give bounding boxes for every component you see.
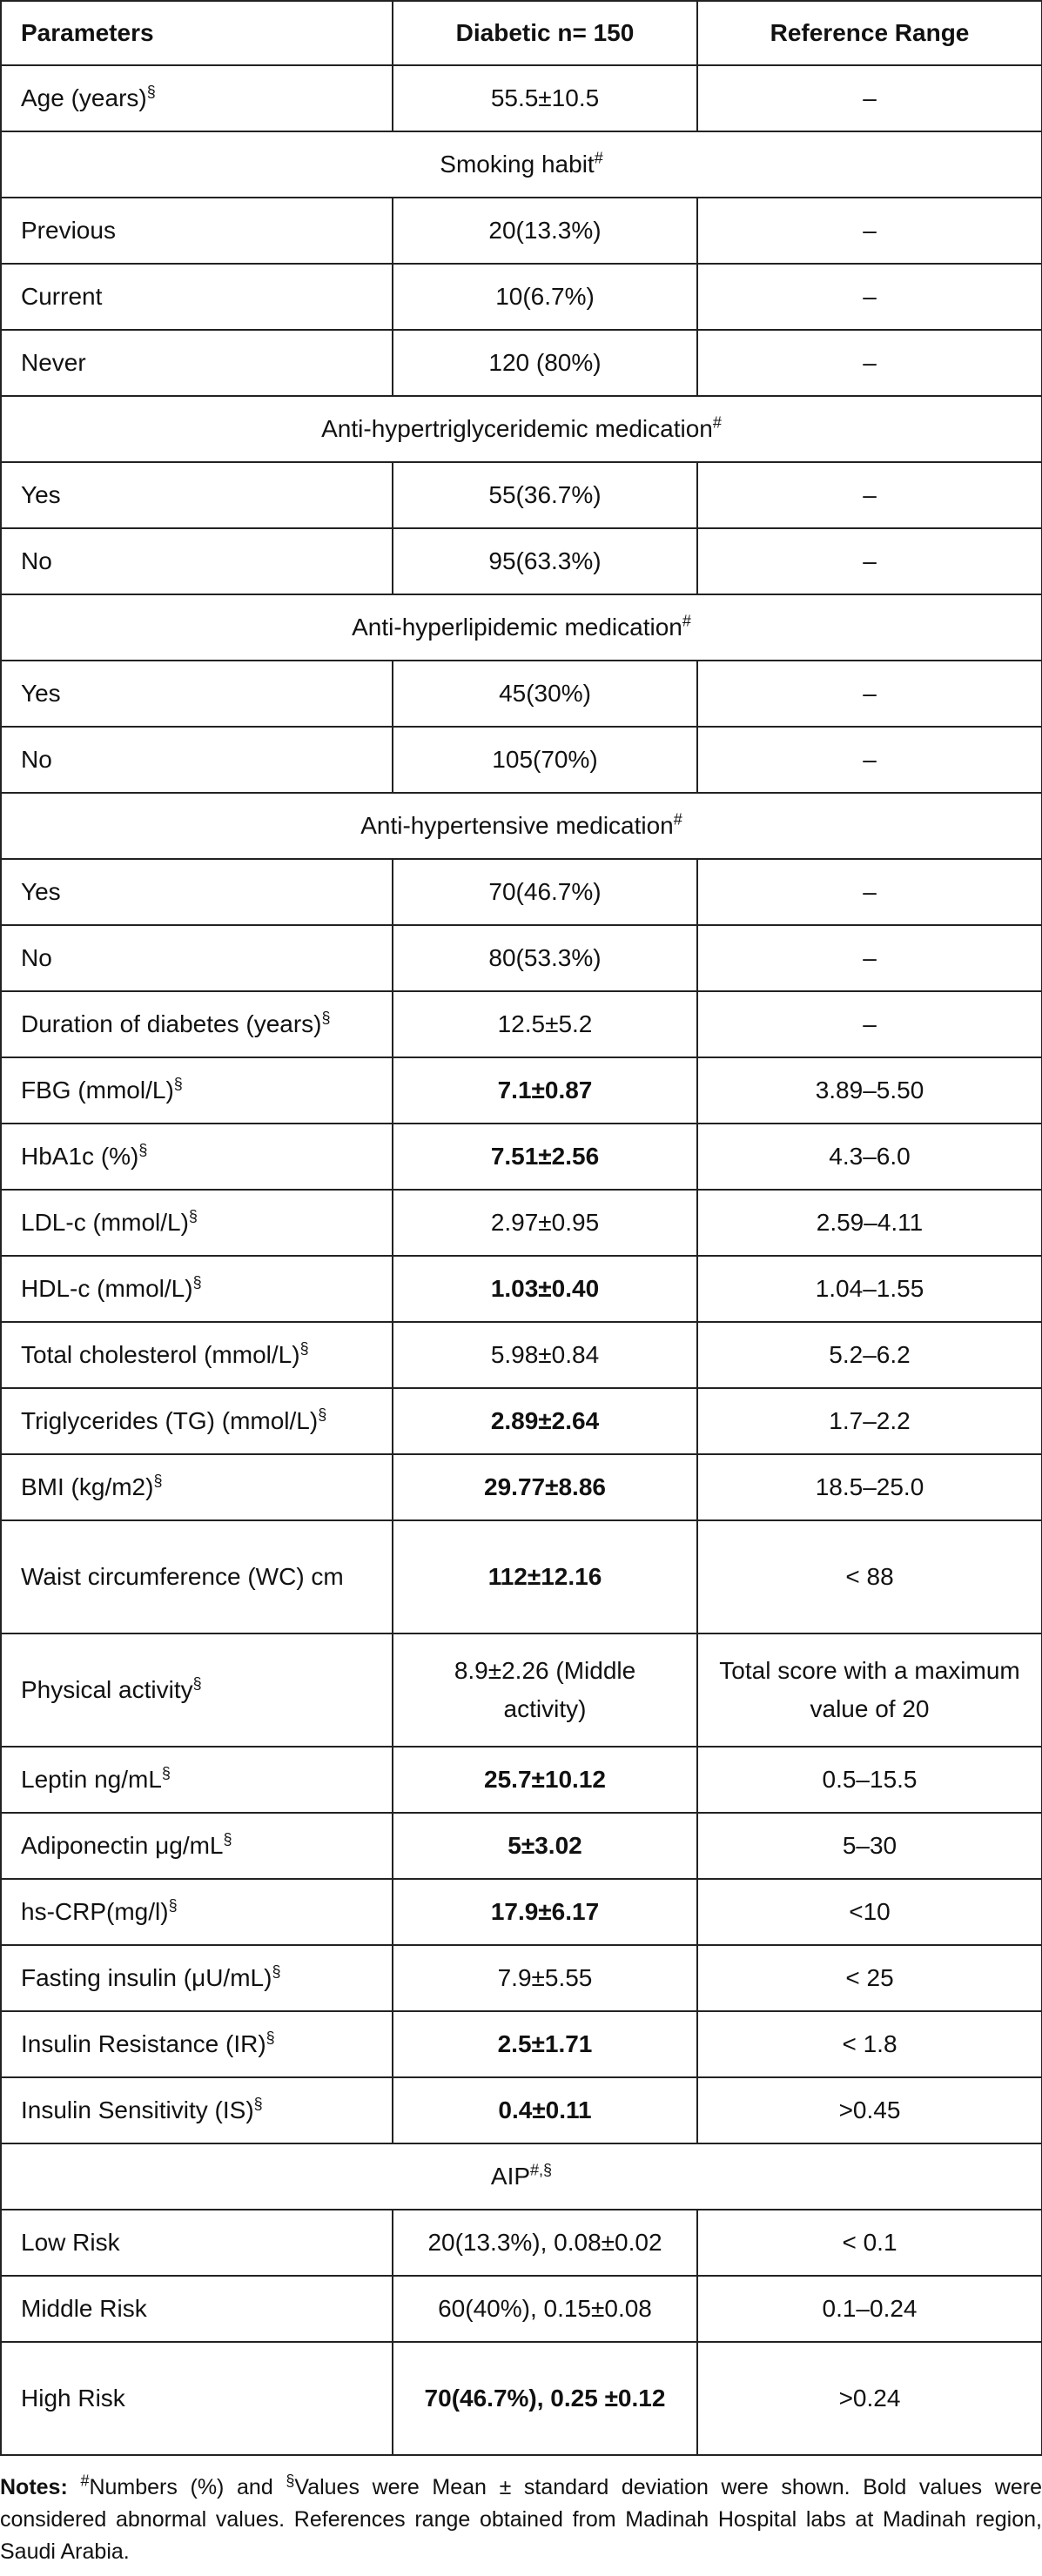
table-notes: Notes: #Numbers (%) and §Values were Mean ± standard deviation were shown. Bold values were considered abnormal values. References range obtained from Madinah Hospital labs at Madinah region, Saudi Arabia. [0, 2472, 1042, 2564]
reference-range-cell: < 25 [697, 1945, 1042, 2011]
table-row [1, 264, 1042, 330]
table-body [1, 65, 1042, 2455]
parameter-name: No [21, 547, 52, 574]
diabetic-value-cell: 120 (80%) [393, 330, 697, 396]
parameter-name: Age (years) [21, 84, 147, 111]
notes-sup-section: § [286, 2472, 295, 2490]
parameter-cell [1, 859, 393, 925]
parameter-cell [1, 1945, 393, 2011]
parameter-name: Insulin Sensitivity (IS) [21, 2096, 254, 2123]
reference-range-cell: – [697, 727, 1042, 793]
diabetic-value-cell: 7.1±0.87 [393, 1057, 697, 1124]
table-row [1, 1945, 1042, 2011]
reference-range-cell: >0.45 [697, 2077, 1042, 2143]
table-row [1, 1520, 1042, 1633]
parameter-name: Triglycerides (TG) (mmol/L) [21, 1407, 319, 1434]
parameter-cell [1, 2011, 393, 2077]
parameter-name: Never [21, 349, 86, 376]
parameter-cell [1, 991, 393, 1057]
reference-range-cell: 1.04–1.55 [697, 1256, 1042, 1322]
table-row [1, 1388, 1042, 1454]
diabetic-value-cell: 5.98±0.84 [393, 1322, 697, 1388]
parameter-footnote-mark: § [318, 1405, 327, 1424]
reference-range-cell: – [697, 198, 1042, 264]
table-row [1, 925, 1042, 991]
reference-range-cell: Total score with a maximum value of 20 [697, 1633, 1042, 1747]
section-label [1, 396, 1042, 462]
section-row [1, 2143, 1042, 2210]
table-row [1, 1454, 1042, 1520]
notes-part2: Values were Mean ± standard deviation were shown. Bold values were considered abnormal values. References range obtained from Madinah Hospital labs at Madinah region, Saudi Arabia. [0, 2475, 1042, 2564]
reference-range-cell: 3.89–5.50 [697, 1057, 1042, 1124]
section-label [1, 131, 1042, 198]
diabetic-value-cell: 55.5±10.5 [393, 65, 697, 131]
parameter-cell [1, 925, 393, 991]
parameter-cell [1, 1879, 393, 1945]
reference-range-cell: – [697, 65, 1042, 131]
diabetic-value-cell: 8.9±2.26 (Middle activity) [393, 1633, 697, 1747]
diabetic-value-cell: 0.4±0.11 [393, 2077, 697, 2143]
parameter-footnote-mark: § [138, 1141, 148, 1159]
parameter-footnote-mark: § [168, 1896, 178, 1915]
parameter-name: High Risk [21, 2385, 125, 2412]
header-diabetic: Diabetic n= 150 [393, 1, 697, 65]
diabetic-value-cell: 10(6.7%) [393, 264, 697, 330]
reference-range-cell: – [697, 859, 1042, 925]
section-footnote-mark: #,§ [530, 2161, 553, 2179]
parameter-cell [1, 462, 393, 528]
table-row [1, 2011, 1042, 2077]
parameter-name: FBG (mmol/L) [21, 1077, 174, 1104]
table-row [1, 1256, 1042, 1322]
table-row [1, 2077, 1042, 2143]
parameter-cell [1, 1633, 393, 1747]
parameter-name: Duration of diabetes (years) [21, 1010, 322, 1037]
parameter-cell [1, 1190, 393, 1256]
parameter-cell [1, 1747, 393, 1813]
parameter-footnote-mark: § [299, 1339, 309, 1358]
diabetic-value-cell: 112±12.16 [393, 1520, 697, 1633]
diabetic-value-cell: 2.97±0.95 [393, 1190, 697, 1256]
table-header-row [1, 1, 1042, 65]
parameter-name: Yes [21, 878, 61, 905]
parameter-cell [1, 2342, 393, 2455]
parameter-cell [1, 1124, 393, 1190]
parameter-name: HDL-c (mmol/L) [21, 1275, 193, 1302]
section-text: Smoking habit [440, 151, 595, 178]
table-row [1, 1322, 1042, 1388]
parameter-footnote-mark: § [223, 1830, 232, 1848]
diabetic-value-cell: 1.03±0.40 [393, 1256, 697, 1322]
parameter-footnote-mark: § [153, 1472, 163, 1490]
section-footnote-mark: # [673, 810, 682, 828]
parameter-name: Previous [21, 217, 116, 244]
section-row [1, 793, 1042, 859]
section-label [1, 793, 1042, 859]
diabetic-value-cell: 95(63.3%) [393, 528, 697, 594]
table-row [1, 859, 1042, 925]
table-row [1, 2276, 1042, 2342]
parameter-footnote-mark: § [192, 1674, 202, 1693]
section-footnote-mark: # [712, 413, 722, 432]
parameter-name: Yes [21, 481, 61, 508]
reference-range-cell: <10 [697, 1879, 1042, 1945]
diabetic-value-cell: 70(46.7%) [393, 859, 697, 925]
parameter-cell [1, 1256, 393, 1322]
diabetic-value-cell: 60(40%), 0.15±0.08 [393, 2276, 697, 2342]
reference-range-cell: 2.59–4.11 [697, 1190, 1042, 1256]
parameter-cell [1, 2276, 393, 2342]
parameter-cell [1, 661, 393, 727]
section-footnote-mark: # [594, 149, 603, 167]
diabetic-value-cell: 7.51±2.56 [393, 1124, 697, 1190]
parameter-cell [1, 2077, 393, 2143]
diabetic-value-cell: 17.9±6.17 [393, 1879, 697, 1945]
diabetic-value-cell: 55(36.7%) [393, 462, 697, 528]
table-row [1, 1190, 1042, 1256]
parameter-cell [1, 198, 393, 264]
parameter-footnote-mark: § [188, 1207, 198, 1225]
reference-range-cell: – [697, 925, 1042, 991]
table-row [1, 198, 1042, 264]
reference-range-cell: – [697, 330, 1042, 396]
parameter-cell [1, 2210, 393, 2276]
parameter-footnote-mark: § [321, 1009, 331, 1027]
diabetic-value-cell: 12.5±5.2 [393, 991, 697, 1057]
table-row [1, 65, 1042, 131]
table-row [1, 1747, 1042, 1813]
table-row [1, 1124, 1042, 1190]
section-row [1, 131, 1042, 198]
diabetic-value-cell: 70(46.7%), 0.25 ±0.12 [393, 2342, 697, 2455]
parameter-footnote-mark: § [192, 1273, 202, 1291]
reference-range-cell: – [697, 991, 1042, 1057]
diabetic-value-cell: 2.5±1.71 [393, 2011, 697, 2077]
parameter-name: HbA1c (%) [21, 1143, 139, 1170]
diabetic-value-cell: 20(13.3%) [393, 198, 697, 264]
diabetic-value-cell: 2.89±2.64 [393, 1388, 697, 1454]
parameter-cell [1, 1322, 393, 1388]
table-row [1, 1879, 1042, 1945]
reference-range-cell: 1.7–2.2 [697, 1388, 1042, 1454]
parameter-cell [1, 1813, 393, 1879]
parameter-footnote-mark: § [272, 1962, 281, 1981]
notes-sup-hash: # [80, 2472, 90, 2490]
diabetic-value-cell: 29.77±8.86 [393, 1454, 697, 1520]
section-text: AIP [490, 2163, 531, 2190]
section-row [1, 594, 1042, 661]
diabetic-value-cell: 5±3.02 [393, 1813, 697, 1879]
parameter-name: Physical activity [21, 1676, 193, 1703]
reference-range-cell: 4.3–6.0 [697, 1124, 1042, 1190]
table-row [1, 2210, 1042, 2276]
reference-range-cell: 18.5–25.0 [697, 1454, 1042, 1520]
parameter-footnote-mark: § [161, 1764, 171, 1782]
parameter-name: Adiponectin μg/mL [21, 1832, 224, 1859]
parameter-name: Insulin Resistance (IR) [21, 2030, 266, 2057]
section-row [1, 396, 1042, 462]
table-row [1, 991, 1042, 1057]
diabetic-value-cell: 80(53.3%) [393, 925, 697, 991]
header-reference-range: Reference Range [697, 1, 1042, 65]
notes-part1: Numbers (%) and [89, 2475, 286, 2499]
table-row [1, 1813, 1042, 1879]
section-label [1, 2143, 1042, 2210]
parameter-name: Middle Risk [21, 2295, 147, 2322]
reference-range-cell: 0.1–0.24 [697, 2276, 1042, 2342]
reference-range-cell: 5–30 [697, 1813, 1042, 1879]
parameter-cell [1, 1520, 393, 1633]
parameter-name: Yes [21, 680, 61, 707]
parameter-name: Leptin ng/mL [21, 1766, 162, 1793]
section-text: Anti-hypertensive medication [360, 812, 674, 839]
diabetic-value-cell: 20(13.3%), 0.08±0.02 [393, 2210, 697, 2276]
parameter-cell [1, 1057, 393, 1124]
parameter-name: Total cholesterol (mmol/L) [21, 1341, 300, 1368]
notes-label: Notes [0, 2475, 61, 2499]
parameter-cell [1, 1454, 393, 1520]
parameter-name: hs-CRP(mg/l) [21, 1898, 169, 1925]
parameter-name: Low Risk [21, 2229, 120, 2256]
parameter-name: No [21, 944, 52, 971]
diabetic-value-cell: 45(30%) [393, 661, 697, 727]
parameter-cell [1, 1388, 393, 1454]
parameter-footnote-mark: § [266, 2029, 275, 2047]
parameter-name: LDL-c (mmol/L) [21, 1209, 189, 1236]
parameter-cell [1, 65, 393, 131]
parameter-name: Current [21, 283, 103, 310]
table-row [1, 2342, 1042, 2455]
parameter-cell [1, 264, 393, 330]
table-row [1, 462, 1042, 528]
reference-range-cell: >0.24 [697, 2342, 1042, 2455]
reference-range-cell: < 0.1 [697, 2210, 1042, 2276]
parameter-cell [1, 528, 393, 594]
diabetic-value-cell: 7.9±5.55 [393, 1945, 697, 2011]
parameter-name: Fasting insulin (μU/mL) [21, 1964, 272, 1991]
table-row [1, 1057, 1042, 1124]
reference-range-cell: < 88 [697, 1520, 1042, 1633]
parameter-name: No [21, 746, 52, 773]
parameter-footnote-mark: § [253, 2095, 263, 2113]
section-text: Anti-hyperlipidemic medication [352, 614, 682, 641]
diabetic-value-cell: 105(70%) [393, 727, 697, 793]
section-footnote-mark: # [682, 612, 691, 630]
table-row [1, 1633, 1042, 1747]
section-text: Anti-hypertriglyceridemic medication [321, 415, 713, 442]
parameter-footnote-mark: § [173, 1075, 183, 1093]
reference-range-cell: – [697, 264, 1042, 330]
table-row [1, 330, 1042, 396]
parameter-cell [1, 330, 393, 396]
parameter-cell [1, 727, 393, 793]
reference-range-cell: < 1.8 [697, 2011, 1042, 2077]
table-row [1, 727, 1042, 793]
header-parameters: Parameters [1, 1, 393, 65]
table-row [1, 528, 1042, 594]
parameter-name: Waist circumference (WC) cm [21, 1563, 344, 1590]
diabetic-value-cell: 25.7±10.12 [393, 1747, 697, 1813]
table-row [1, 661, 1042, 727]
parameter-name: BMI (kg/m2) [21, 1473, 154, 1500]
reference-range-cell: – [697, 661, 1042, 727]
parameter-footnote-mark: § [146, 83, 156, 101]
reference-range-cell: 5.2–6.2 [697, 1322, 1042, 1388]
section-label [1, 594, 1042, 661]
reference-range-cell: – [697, 528, 1042, 594]
reference-range-cell: – [697, 462, 1042, 528]
reference-range-cell: 0.5–15.5 [697, 1747, 1042, 1813]
